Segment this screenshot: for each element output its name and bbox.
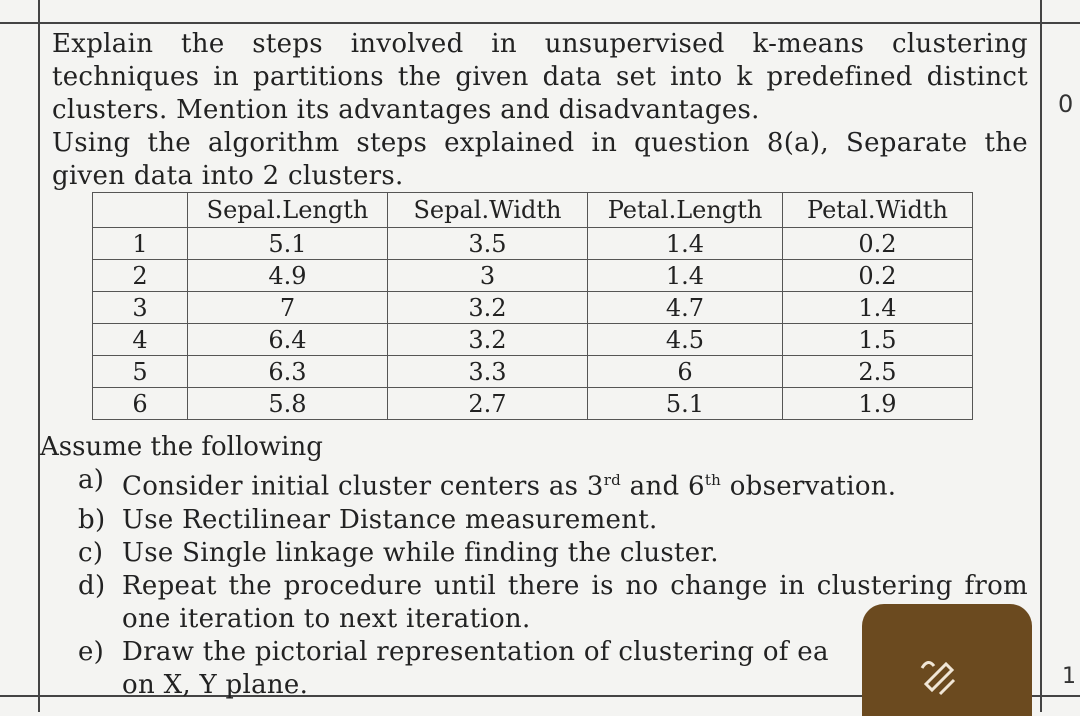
header-petal-length: Petal.Length <box>588 193 783 228</box>
table-cell: 4.7 <box>588 292 783 324</box>
table-cell: 3.3 <box>388 356 588 388</box>
table-cell: 1.4 <box>783 292 973 324</box>
table-row <box>93 292 973 324</box>
table-row <box>93 260 973 292</box>
table-cell: 7 <box>188 292 388 324</box>
item-label: d) <box>78 570 106 601</box>
question-text <box>52 28 1028 193</box>
table-cell: 6.3 <box>188 356 388 388</box>
table-row <box>93 356 973 388</box>
table-cell: 3.2 <box>388 292 588 324</box>
table-cell: 0.2 <box>783 228 973 260</box>
table-cell: 4 <box>93 324 188 356</box>
item-label: b) <box>78 504 106 535</box>
item-text: Repeat the procedure until there is no change in clustering from one iteration to next iteration. <box>122 570 1028 634</box>
top-border-line <box>0 22 1080 24</box>
item-text: Use Rectilinear Distance measurement. <box>122 504 658 535</box>
item-label: c) <box>78 537 104 568</box>
assumptions-heading: Assume the following <box>40 432 323 462</box>
table-row <box>93 228 973 260</box>
marks-bottom: 1 <box>1062 664 1076 689</box>
table-cell: 1.4 <box>588 228 783 260</box>
table-cell: 3.5 <box>388 228 588 260</box>
item-text: Consider initial cluster centers as 3rd and 6th observation. <box>122 471 897 502</box>
table-cell: 6 <box>93 388 188 420</box>
item-label: e) <box>78 636 105 667</box>
table-header-row <box>93 193 973 228</box>
table-cell: 6.4 <box>188 324 388 356</box>
table-cell: 3 <box>93 292 188 324</box>
table-cell: 5.1 <box>188 228 388 260</box>
table-cell: 1.9 <box>783 388 973 420</box>
table-cell: 4.5 <box>588 324 783 356</box>
marks-top: 0 <box>1058 90 1074 118</box>
right-margin-line <box>1040 0 1042 712</box>
item-text: Draw the pictorial representation of clustering of ea on X, Y plane. <box>122 636 829 700</box>
pen-edit-icon <box>918 654 962 698</box>
left-margin-line <box>38 0 40 712</box>
table-cell: 5.1 <box>588 388 783 420</box>
list-item <box>78 464 1028 504</box>
header-petal-width: Petal.Width <box>783 193 973 228</box>
table-cell: 4.9 <box>188 260 388 292</box>
table-cell: 2.7 <box>388 388 588 420</box>
table-cell: 5 <box>93 356 188 388</box>
iris-data-table <box>92 192 973 420</box>
table-cell: 2 <box>93 260 188 292</box>
table-cell: 2.5 <box>783 356 973 388</box>
table-cell: 0.2 <box>783 260 973 292</box>
table-cell: 3 <box>388 260 588 292</box>
table-cell: 1 <box>93 228 188 260</box>
list-item <box>78 504 1028 537</box>
header-sepal-length: Sepal.Length <box>188 193 388 228</box>
table-row <box>93 388 973 420</box>
header-index <box>93 193 188 228</box>
table-cell: 1.5 <box>783 324 973 356</box>
table-cell: 1.4 <box>588 260 783 292</box>
table-cell: 6 <box>588 356 783 388</box>
item-text: Use Single linkage while finding the cluster. <box>122 537 719 568</box>
edit-badge-button[interactable] <box>862 604 1032 716</box>
header-sepal-width: Sepal.Width <box>388 193 588 228</box>
item-label: a) <box>78 465 105 495</box>
table-row <box>93 324 973 356</box>
list-item <box>78 537 1028 570</box>
question-part-a: Explain the steps involved in unsupervised k-means clustering techniques in partitions the given data set into k predefined distinct clusters. Mention its advantages and disadvantages. <box>52 29 1028 125</box>
question-part-b: Using the algorithm steps explained in question 8(a), Separate the given data into 2 clusters. <box>52 128 1028 191</box>
table-cell: 5.8 <box>188 388 388 420</box>
table-cell: 3.2 <box>388 324 588 356</box>
